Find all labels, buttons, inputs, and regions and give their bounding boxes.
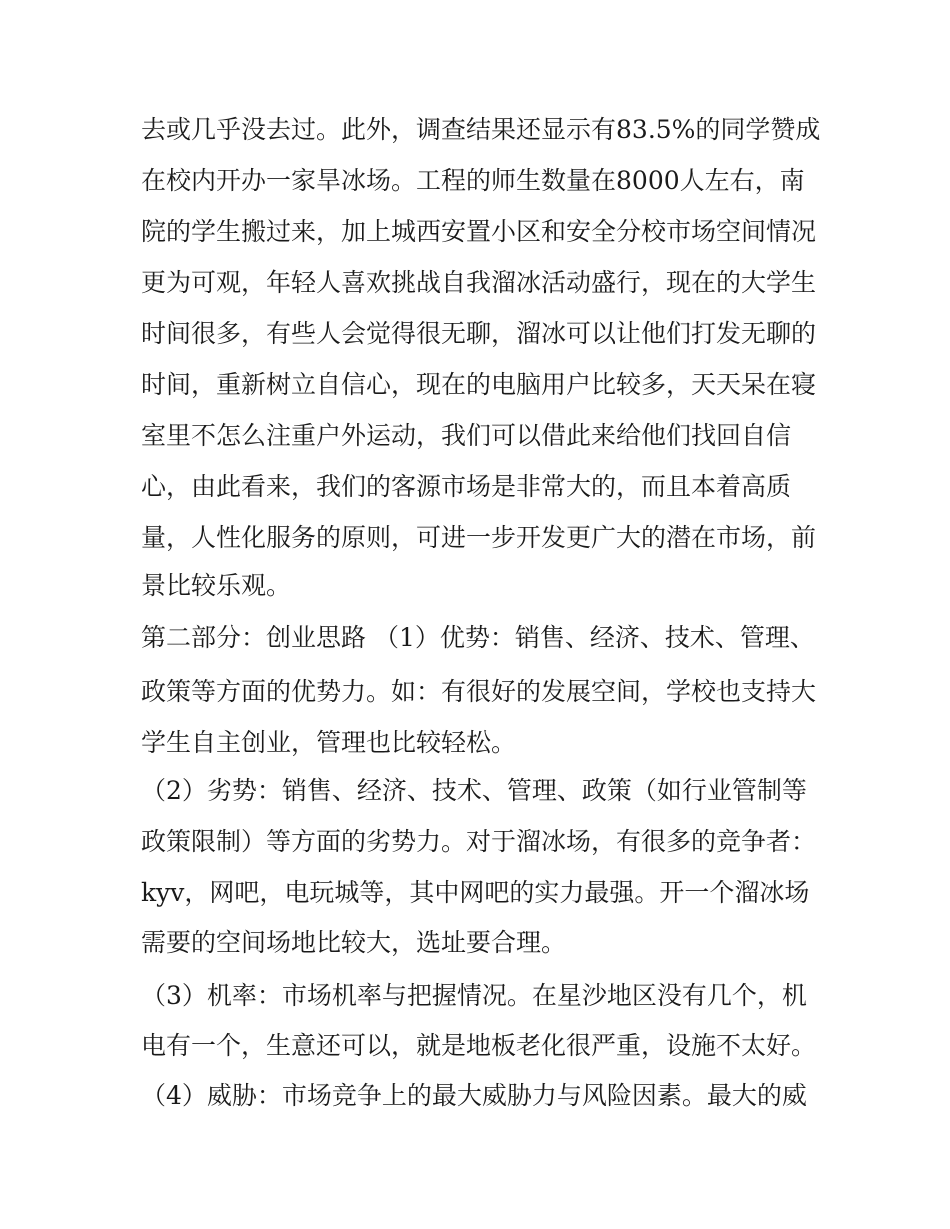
section-heading-line: 第二部分：创业思路 （1）优势：销售、经济、技术、管理、 — [141, 623, 815, 652]
paragraph-line: 景比较乐观。 — [141, 571, 292, 600]
paragraph-line: 学生自主创业，管理也比较轻松。 — [141, 728, 517, 757]
paragraph-line: 室里不怎么注重户外运动，我们可以借此来给他们找回自信 — [141, 421, 792, 450]
paragraph-line: （3）机率：市场机率与把握情况。在星沙地区没有几个，机 — [141, 981, 807, 1010]
paragraph-line: 需要的空间场地比较大，选址要合理。 — [141, 928, 567, 957]
paragraph-line: 量，人性化服务的原则，可进一步开发更广大的潜在市场，前 — [141, 523, 817, 552]
paragraph-line: （2）劣势：销售、经济、技术、管理、政策（如行业管制等 — [141, 776, 807, 805]
paragraph-line: 政策限制）等方面的劣势力。对于溜冰场，有很多的竞争者： — [141, 827, 817, 856]
paragraph-line: 院的学生搬过来，加上城西安置小区和安全分校市场空间情况 — [141, 217, 817, 246]
paragraph-line: 电有一个，生意还可以，就是地板老化很严重，设施不太好。 — [141, 1031, 817, 1060]
paragraph-line: （4）威胁：市场竞争上的最大威胁力与风险因素。最大的威 — [141, 1081, 807, 1110]
paragraph-line: 心，由此看来，我们的客源市场是非常大的，而且本着高质 — [141, 472, 792, 501]
paragraph-line: 更为可观，年轻人喜欢挑战自我溜冰活动盛行，现在的大学生 — [141, 268, 817, 297]
paragraph-line: kyv，网吧，电玩城等，其中网吧的实力最强。开一个溜冰场 — [141, 878, 810, 907]
paragraph-line: 时间，重新树立自信心，现在的电脑用户比较多，天天呆在寝 — [141, 370, 817, 399]
paragraph-line: 时间很多，有些人会觉得很无聊，溜冰可以让他们打发无聊的 — [141, 319, 817, 348]
paragraph-line: 政策等方面的优势力。如：有很好的发展空间，学校也支持大 — [141, 677, 817, 706]
paragraph-line: 去或几乎没去过。此外，调查结果还显示有83.5%的同学赞成 — [141, 115, 821, 144]
paragraph-line: 在校内开办一家旱冰场。工程的师生数量在8000人左右，南 — [141, 166, 805, 195]
